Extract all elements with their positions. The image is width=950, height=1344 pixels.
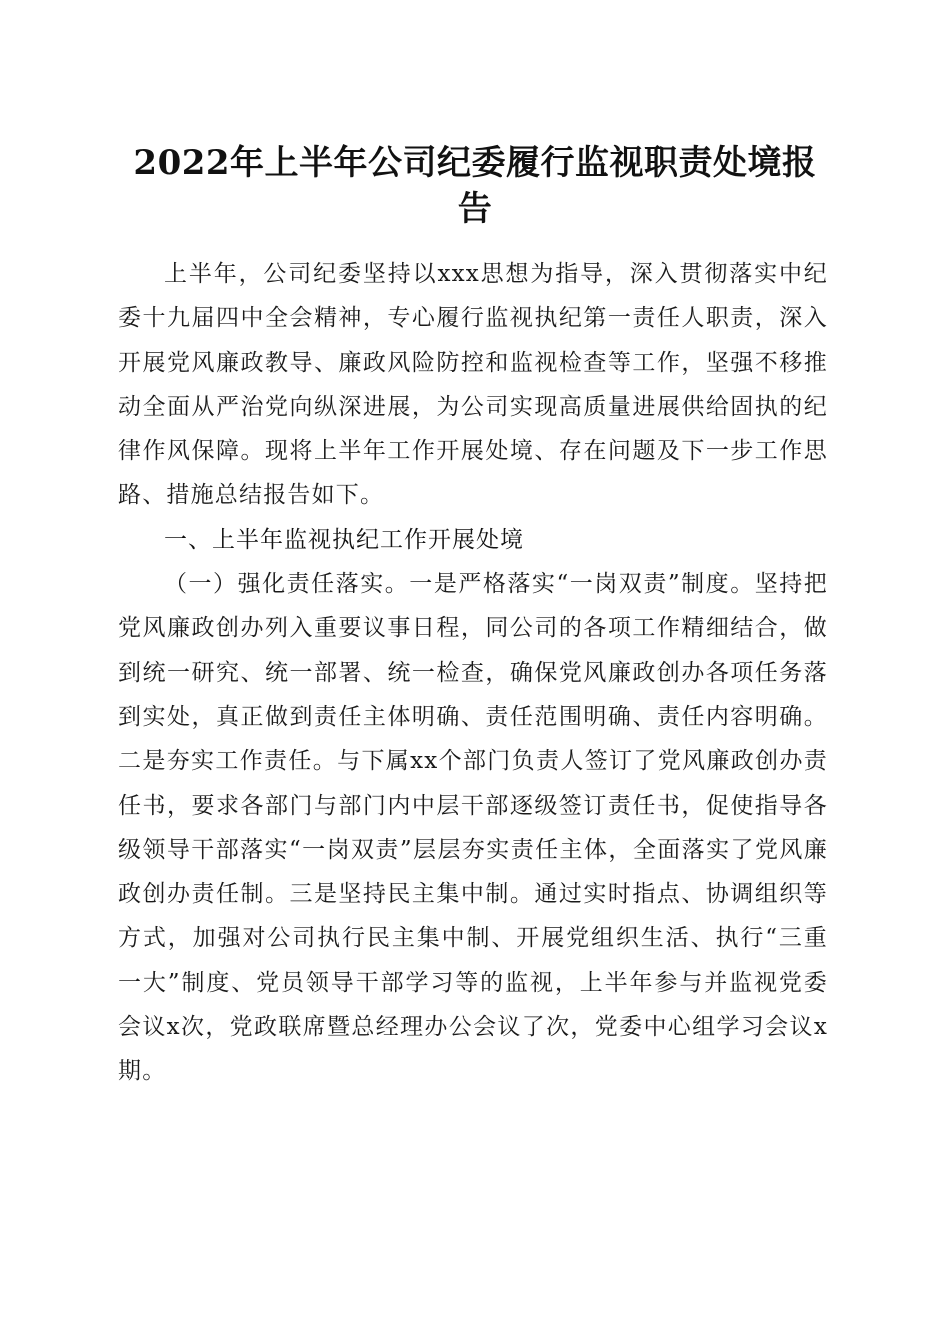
section-heading: 一、上半年监视执纪工作开展处境: [164, 526, 524, 553]
intro-paragraph: 上半年，公司纪委坚持以xxx思想为指导，深入贯彻落实中纪委十九届四中全会精神，专心履行监视执纪第一责任人职责，深入开展党风廉政教导、廉政风险防控和监视检查等工作，坚强不移推动全面从严治党向纵深进展，为公司实现高质量进展供给固执的纪律作风保障。现将上半年工作开展处境、存在问题及下一步工作思路、措施总结报告如下。: [118, 261, 828, 509]
section-paragraph: （一）强化责任落实。一是严格落实“一岗双责”制度。坚持把党风廉政创办列入重要议事日程，同公司的各项工作精细结合，做到统一研究、统一部署、统一检查，确保党风廉政创办各项任务落到实处，真正做到责任主体明确、责任范围明确、责任内容明确。二是夯实工作责任。与下属xx个部门负责人签订了党风廉政创办责任书，要求各部门与部门内中层干部逐级签订责任书，促使指导各级领导干部落实“一岗双责”层层夯实责任主体，全面落实了党风廉政创办责任制。三是坚持民主集中制。通过实时指点、协调组织等方式，加强对公司执行民主集中制、开展党组织生活、执行“三重一大”制度、党员领导干部学习等的监视，上半年参与并监视党委会议x次，党政联席暨总经理办公会议了次，党委中心组学习会议x期。: [118, 571, 828, 1085]
document-body: [118, 252, 828, 1094]
document-title: 2022年上半年公司纪委履行监视职责处境报告: [133, 143, 817, 229]
